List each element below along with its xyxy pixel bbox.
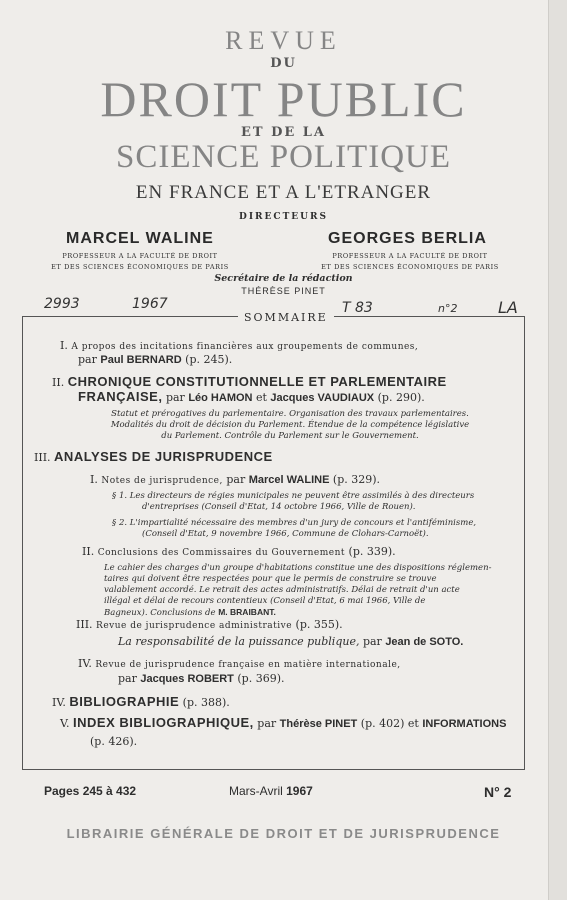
item-iii-2-description: Le cahier des charges d'un groupe d'habitations constitue une des dispositions réglemen- taires qui doivent être respectées pour que le permis de construire se trouve valablement accordé. Le retrait des actes administratifs. Délai de retrait d'un acte illégal et délai de recours contentieux (Conseil d'Etat, 6 mai 1966, Ville de Bagneux). Conclusions de M. BRAIBANT. xyxy=(104,563,492,618)
item-iii-3: III. Revue de jurisprudence administrative (p. 355). xyxy=(76,618,343,631)
item-iii-3-sub: La responsabilité de la puissance publique, par Jean de SOTO. xyxy=(118,635,464,648)
handwritten-note-a: 2993 xyxy=(44,296,80,312)
director-right-name: GEORGES BERLIA xyxy=(328,230,487,247)
item-iv: IV. BIBLIOGRAPHIE (p. 388). xyxy=(52,694,230,709)
director-left-name: MARCEL WALINE xyxy=(66,230,214,247)
director-left-affiliation: PROFESSEUR A LA FACULTÉ DE DROIT ET DES SCIENCES ÉCONOMIQUES DE PARIS xyxy=(51,252,229,271)
secretaire-label: Secrétaire de la rédaction xyxy=(214,273,353,284)
handwritten-note-c: T 83 xyxy=(342,300,373,316)
item-v-pages: (p. 426). xyxy=(90,735,138,748)
handwritten-note-e: LA xyxy=(498,298,518,317)
item-iii-1-para-2: § 2. L'impartialité nécessaire des membres d'un jury de concours et l'antiféminisme, (Conseil d'Etat, 9 novembre 1966, Commune de Clohars-Carnoët). xyxy=(112,518,477,539)
item-ii-description: Statut et prérogatives du parlementaire. Organisation des travaux parlementaires. Modalités du droit de décision du Parlement. Étendue de la compétence législative du Parlement. Contrôle du Parlement sur le Gouvernement. xyxy=(110,409,470,441)
handwritten-note-b: 1967 xyxy=(132,296,168,312)
title-science-politique: SCIENCE POLITIQUE xyxy=(115,139,452,175)
secretaire-name: THÉRÈSE PINET xyxy=(241,286,326,296)
directeurs-label: DIRECTEURS xyxy=(239,212,328,222)
footer-pages: Pages 245 à 432 xyxy=(44,784,137,798)
director-right-affiliation: PROFESSEUR A LA FACULTÉ DE DROIT ET DES SCIENCES ÉCONOMIQUES DE PARIS xyxy=(321,252,499,271)
title-revue: REVUE xyxy=(225,26,342,55)
title-droit-public: DROIT PUBLIC xyxy=(100,71,467,127)
item-iii-2: II. Conclusions des Commissaires du Gouvernement (p. 339). xyxy=(82,545,396,558)
title-en-france: EN FRANCE ET A L'ETRANGER xyxy=(135,182,432,203)
item-iii: III. ANALYSES DE JURISPRUDENCE xyxy=(34,449,273,464)
title-et-de-la: ET DE LA xyxy=(240,125,327,140)
handwritten-note-d: n°2 xyxy=(438,302,458,315)
title-du: DU xyxy=(270,56,297,71)
sommaire-heading: SOMMAIRE xyxy=(238,311,334,324)
item-i-author: par Paul BERNARD (p. 245). xyxy=(78,353,233,366)
item-iii-4: IV. Revue de jurisprudence française en matière internationale, xyxy=(78,657,401,670)
item-iii-4-author: par Jacques ROBERT (p. 369). xyxy=(118,672,285,685)
item-ii-author: FRANÇAISE, par Léo HAMON et Jacques VAUDIAUX (p. 290). xyxy=(78,389,425,404)
item-ii: II. CHRONIQUE CONSTITUTIONNELLE ET PARLEMENTAIRE xyxy=(52,374,447,389)
item-iii-1-para-1: § 1. Les directeurs de régies municipales ne peuvent être assimilés à des directeurs d'entreprises (Conseil d'Etat, 14 octobre 1966, Ville de Rouen). xyxy=(112,491,475,512)
item-v: V. INDEX BIBLIOGRAPHIQUE, par Thérèse PINET (p. 402) et INFORMATIONS xyxy=(60,715,507,730)
item-iii-1: I. Notes de jurisprudence, par Marcel WALINE (p. 329). xyxy=(90,473,381,486)
footer-date: Mars-Avril 1967 xyxy=(229,784,313,798)
footer-issue-number: N° 2 xyxy=(484,784,512,800)
footer-publisher: LIBRAIRIE GÉNÉRALE DE DROIT ET DE JURISPRUDENCE xyxy=(66,826,501,841)
item-i: I. A propos des incitations financières aux groupements de communes, xyxy=(60,339,419,352)
